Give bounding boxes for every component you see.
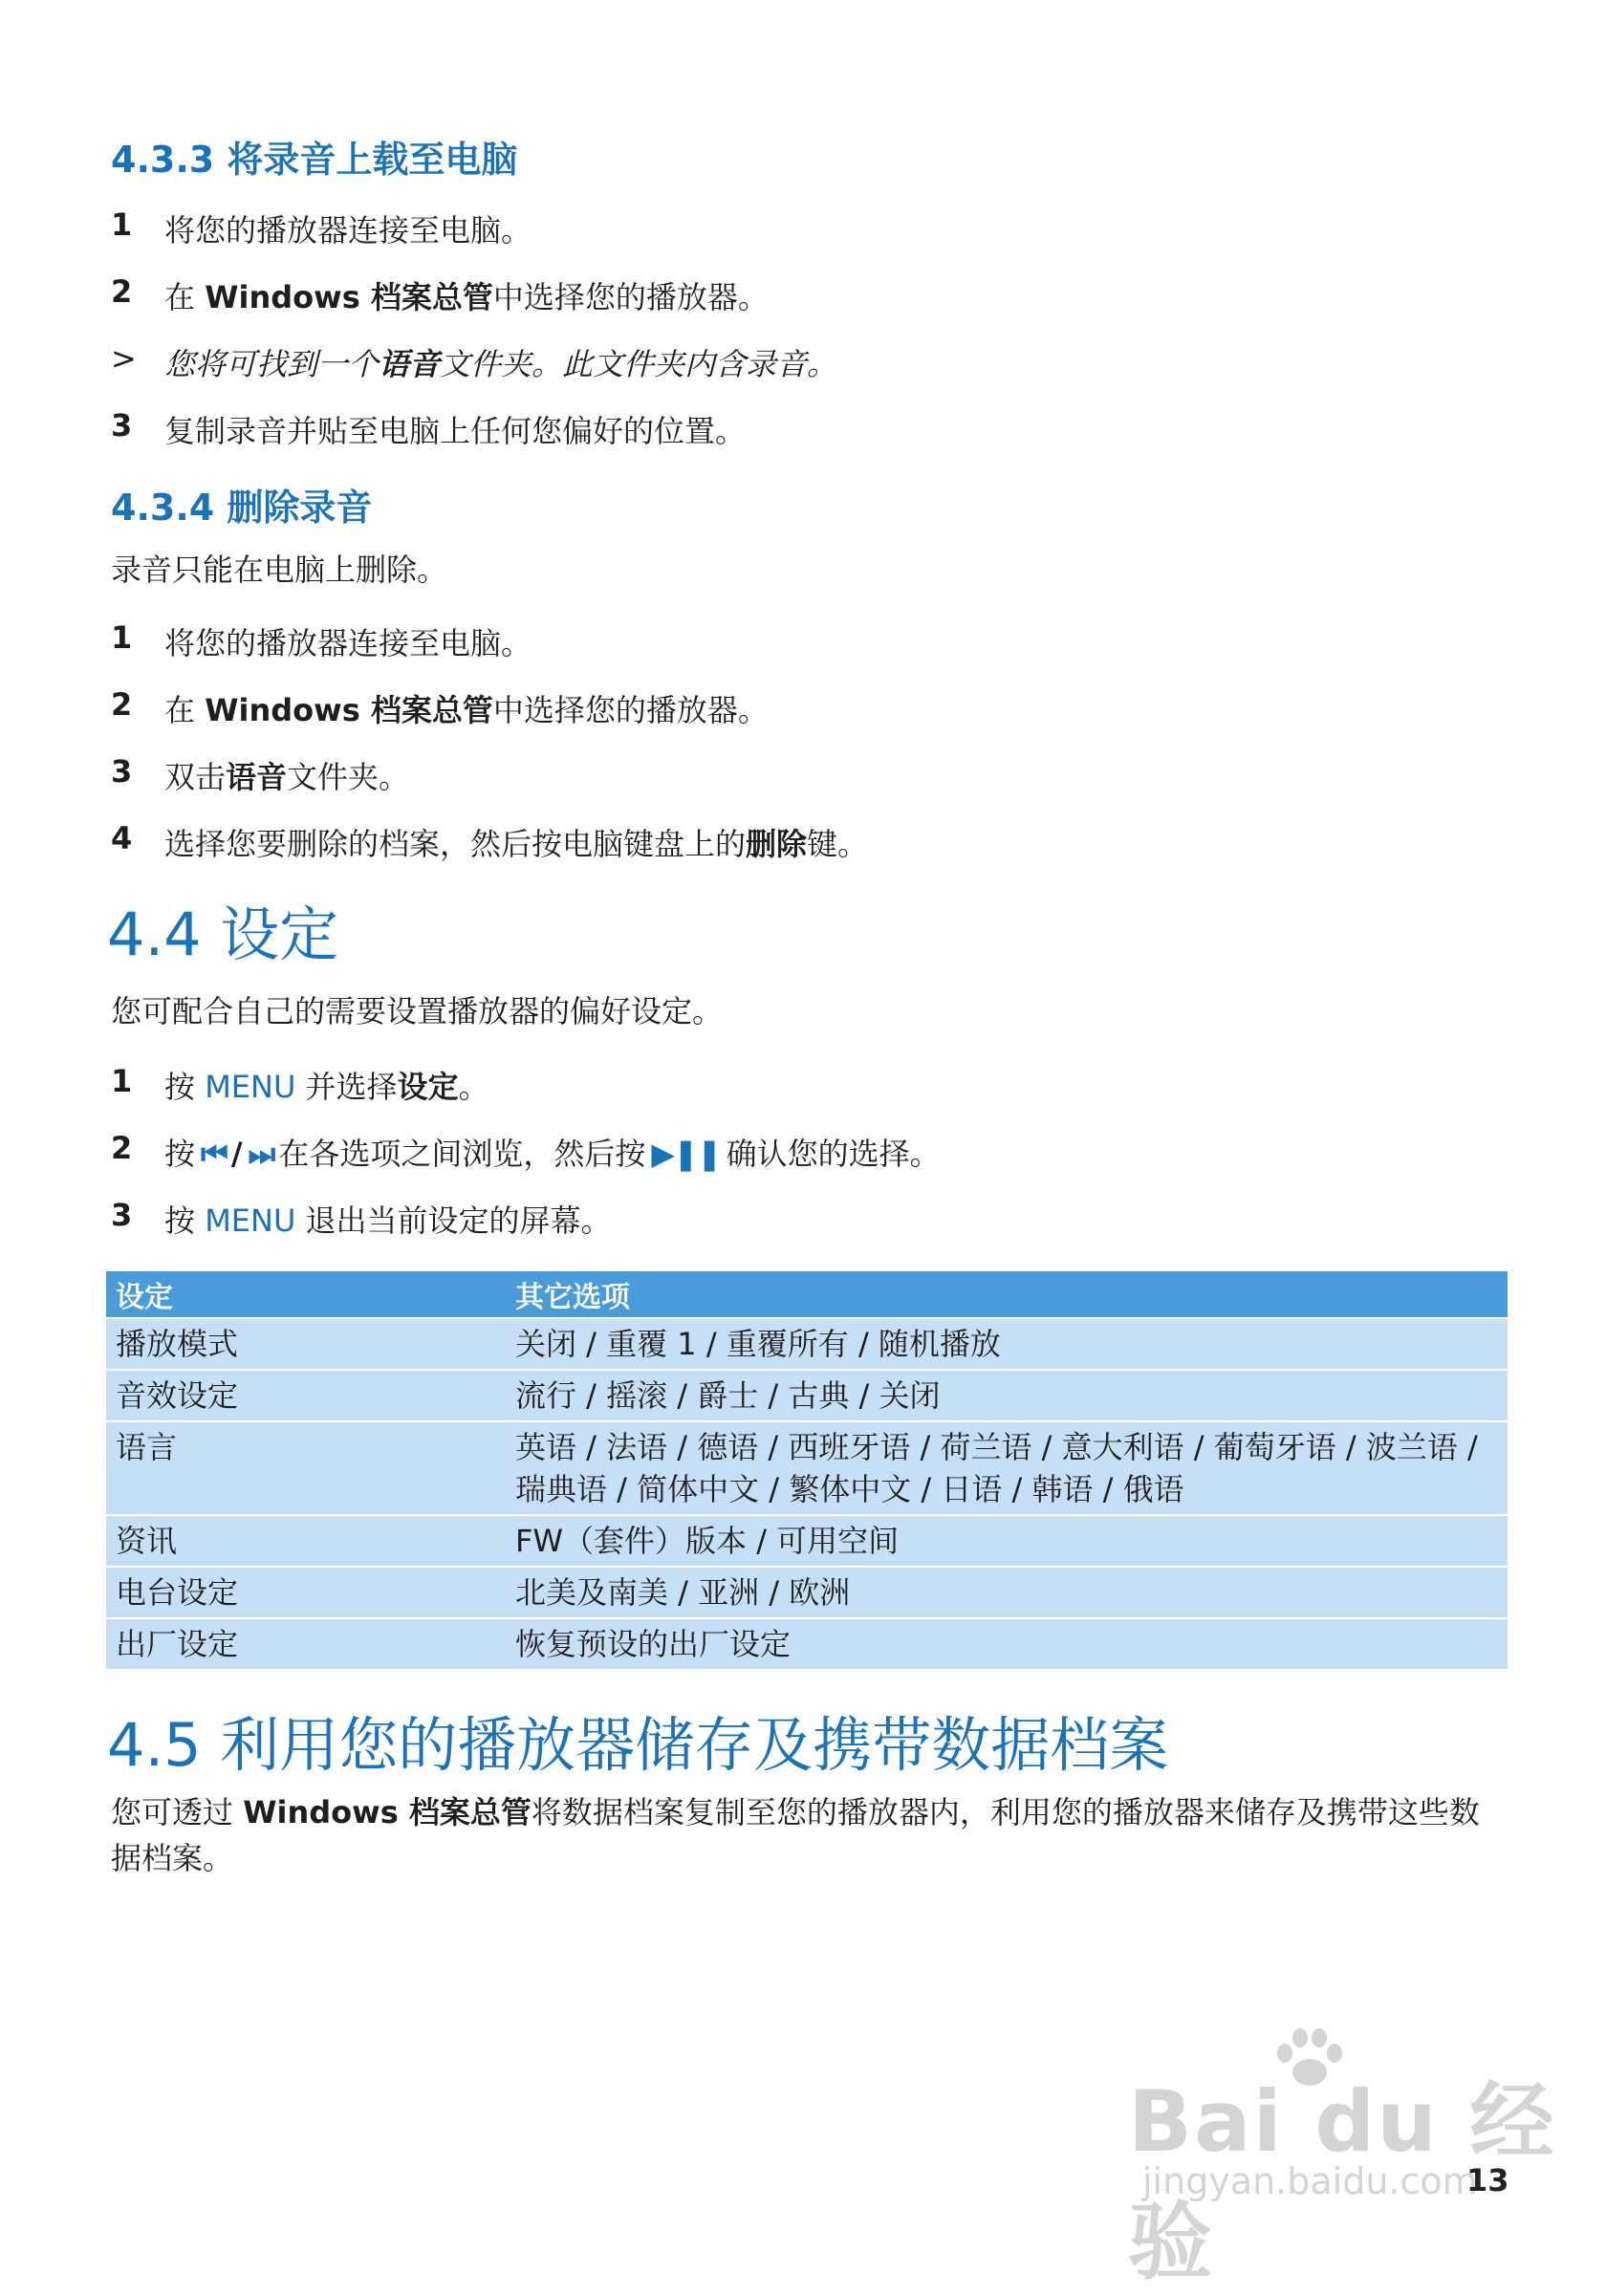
step-text [164, 1197, 612, 1241]
step-number: 2 [111, 273, 133, 310]
step-text-pre: 按 [164, 1069, 206, 1105]
step-text-pre: 按 [164, 1202, 206, 1239]
step-text [164, 273, 769, 317]
step-text-post: 。 [458, 1069, 489, 1105]
step-text-post: 中选择您的播放器。 [492, 692, 769, 728]
step-number: 1 [111, 1063, 133, 1099]
step-text: 复制录音并贴至电脑上任何您偏好的位置。 [164, 413, 747, 449]
table-row [106, 1370, 1508, 1421]
step-text-post: 中选择您的播放器。 [492, 279, 769, 315]
step-text-bold: Windows 档案总管 [205, 692, 493, 728]
step-text [164, 686, 769, 730]
menu-button-label: MENU [205, 1069, 296, 1105]
step-text-mid: 并选择 [295, 1069, 398, 1105]
step-text [164, 753, 409, 797]
step-number: 1 [111, 619, 133, 656]
setting-cell: 资讯 [106, 1515, 506, 1567]
result-text-post: 文件夹。此文件夹内含录音。 [440, 346, 838, 382]
result-text-bold: 语音 [379, 346, 441, 382]
step-text-post: 确认您的选择。 [726, 1136, 941, 1172]
step-number: 1 [111, 206, 133, 243]
result-marker: > [111, 340, 137, 377]
setting-cell: 语言 [106, 1421, 506, 1515]
column-header-options: 其它选项 [506, 1271, 1508, 1318]
step-text: 将您的播放器连接至电脑。 [164, 212, 532, 249]
watermark-logo: Bai du 经验 [1128, 2072, 1556, 2291]
step-number: 3 [111, 407, 133, 444]
next-icon: ⏭ [248, 1136, 273, 1172]
body-post: 将数据档案复制至您的播放器内，利用您的播放器来储存及携带这些数据档案。 [111, 1794, 1480, 1876]
step-text-pre: 在 [164, 279, 206, 315]
options-cell: 恢复预设的出厂设定 [506, 1618, 1508, 1669]
setting-cell: 出厂设定 [106, 1618, 506, 1669]
settings-table [106, 1271, 1508, 1669]
menu-button-label: MENU [205, 1202, 296, 1239]
table-row [106, 1515, 1508, 1567]
section-intro: 录音只能在电脑上删除。 [111, 552, 448, 588]
previous-icon: ⏮ [201, 1136, 226, 1172]
step-text-bold: 删除 [746, 826, 808, 862]
section-heading-4-3-4: 4.3.4 删除录音 [111, 487, 373, 529]
setting-cell: 音效设定 [106, 1370, 506, 1421]
step-number: 2 [111, 1130, 133, 1166]
options-cell: 关闭 / 重覆 1 / 重覆所有 / 随机播放 [506, 1318, 1508, 1370]
step-text-post: 退出当前设定的屏幕。 [295, 1202, 612, 1239]
watermark-url: jingyan.baidu.com [1142, 2160, 1478, 2202]
step-text-pre: 双击 [164, 759, 227, 795]
body-pre: 您可透过 [111, 1794, 244, 1830]
section-heading-4-5: 4.5 利用您的播放器储存及携带数据档案 [107, 1710, 1169, 1780]
step-text-bold: 设定 [397, 1069, 459, 1105]
table-row [106, 1318, 1508, 1370]
separator: / [230, 1136, 243, 1172]
section-heading-4-4: 4.4 设定 [107, 899, 339, 969]
step-text-bold: 语音 [226, 759, 288, 795]
options-cell: 北美及南美 / 亚洲 / 欧洲 [506, 1567, 1508, 1618]
table-header-row [106, 1271, 1508, 1318]
result-text [164, 340, 837, 384]
setting-cell: 播放模式 [106, 1318, 506, 1370]
step-number: 4 [111, 820, 133, 856]
step-text: 将您的播放器连接至电脑。 [164, 625, 532, 661]
result-text-pre: 您将可找到一个 [164, 346, 380, 382]
step-text [164, 1063, 489, 1107]
step-text-pre: 在 [164, 692, 206, 728]
options-cell: 流行 / 摇滚 / 爵士 / 古典 / 关闭 [506, 1370, 1508, 1421]
table-row [106, 1421, 1508, 1515]
step-text-mid: 在各选项之间浏览，然后按 [278, 1136, 646, 1172]
body-bold: Windows 档案总管 [243, 1794, 532, 1830]
step-text [164, 1130, 941, 1174]
step-text-post: 文件夹。 [287, 759, 410, 795]
step-number: 2 [111, 686, 133, 723]
table-row [106, 1618, 1508, 1669]
step-text [164, 820, 868, 864]
section-intro: 您可配合自己的需要设置播放器的偏好设定。 [111, 993, 724, 1029]
options-cell: FW（套件）版本 / 可用空间 [506, 1515, 1508, 1567]
options-cell: 英语 / 法语 / 德语 / 西班牙语 / 荷兰语 / 意大利语 / 葡萄牙语 / 波兰语 / 瑞典语 / 简体中文 / 繁体中文 / 日语 / 韩语 / 俄语 [506, 1421, 1508, 1515]
table-row [106, 1567, 1508, 1618]
step-text-pre: 按 [164, 1136, 196, 1172]
step-text-pre: 选择您要删除的档案，然后按电脑键盘上的 [164, 826, 747, 862]
step-text-post: 键。 [807, 826, 869, 862]
page-number: 13 [1466, 2162, 1509, 2199]
step-text-bold: Windows 档案总管 [205, 279, 493, 315]
section-body [111, 1789, 1487, 1881]
step-number: 3 [111, 1197, 133, 1233]
step-number: 3 [111, 753, 133, 790]
section-heading-4-3-3: 4.3.3 将录音上载至电脑 [111, 139, 518, 181]
play-pause-icon: ▶❚❚ [651, 1136, 721, 1172]
column-header-setting: 设定 [106, 1271, 506, 1318]
setting-cell: 电台设定 [106, 1567, 506, 1618]
